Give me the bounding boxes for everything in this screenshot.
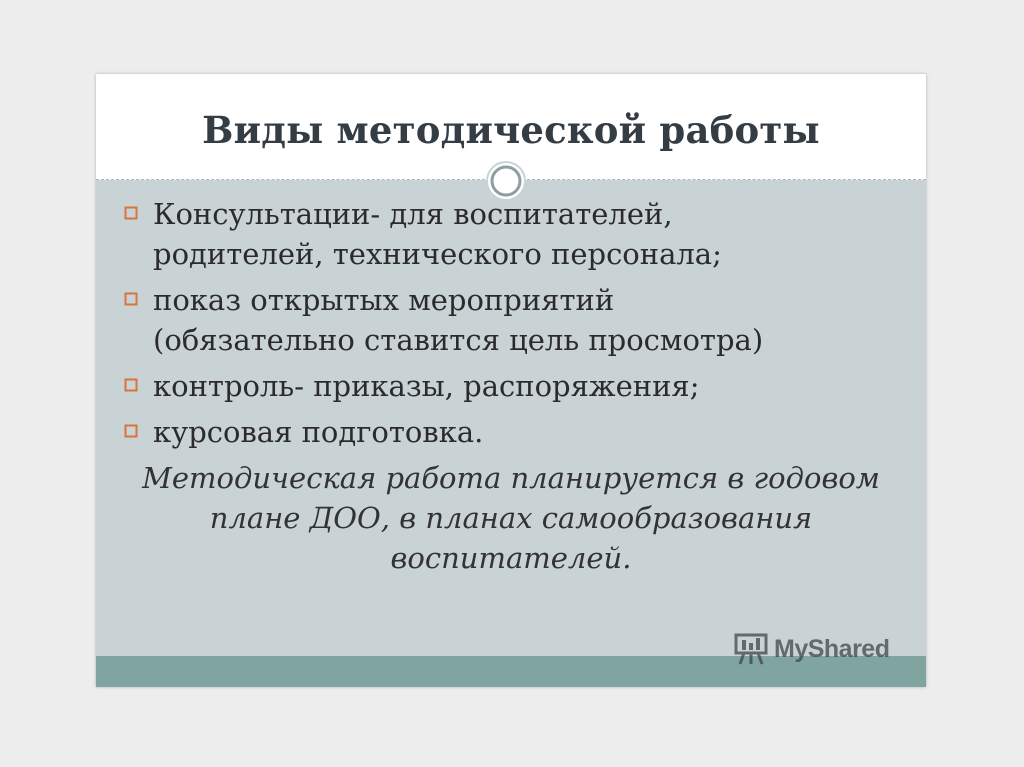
hollow-square-icon bbox=[124, 206, 138, 220]
slide bbox=[96, 74, 926, 687]
slide-title: Виды методической работы bbox=[202, 108, 820, 152]
watermark-text: MyShared bbox=[774, 634, 890, 663]
bullet-item bbox=[96, 194, 926, 274]
hollow-square-icon bbox=[124, 292, 138, 306]
watermark bbox=[732, 632, 889, 666]
hollow-square-icon bbox=[124, 424, 138, 438]
bullet-text: Консультации- для воспитателей, родителей, технического персонала; bbox=[153, 197, 722, 271]
bullet-text: контроль- приказы, распоряжения; bbox=[153, 369, 700, 403]
bullet-item bbox=[96, 280, 926, 360]
bullet-item bbox=[96, 412, 926, 452]
bullet-item bbox=[96, 366, 926, 406]
presentation-board-icon bbox=[732, 632, 770, 666]
summary-note: Методическая работа планируется в годовом плане ДОО, в планах самообразования воспитателей. bbox=[142, 461, 880, 575]
bullet-text: показ открытых мероприятий (обязательно ставится цель просмотра) bbox=[153, 283, 764, 357]
slide-content bbox=[96, 194, 926, 607]
bullet-text: курсовая подготовка. bbox=[153, 415, 484, 449]
hollow-square-icon bbox=[124, 378, 138, 392]
